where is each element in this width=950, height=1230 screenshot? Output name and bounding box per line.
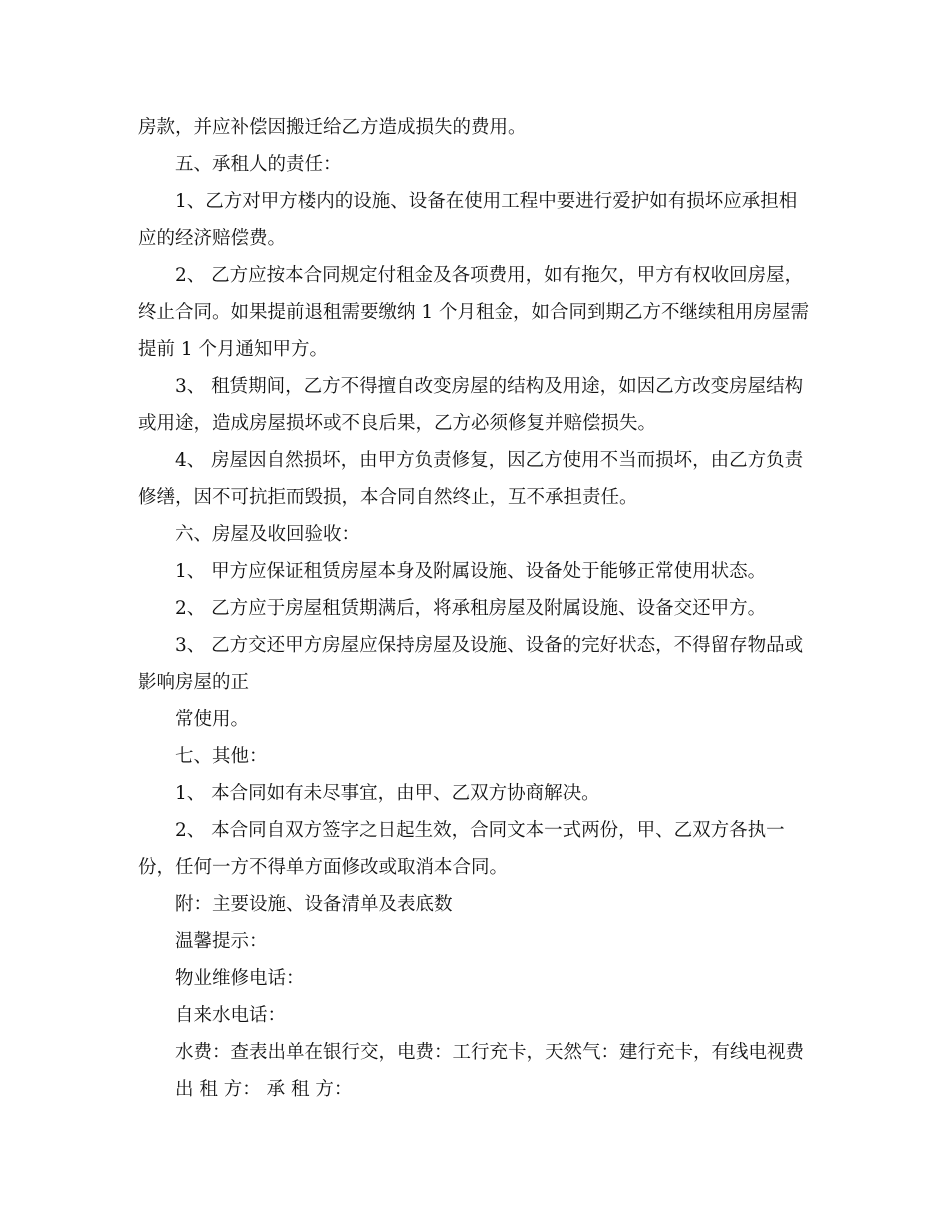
- text-line: 2、 本合同自双方签字之日起生效，合同文本一式两份，甲、乙双方各执一: [175, 820, 785, 841]
- text-line: 1、 甲方应保证租赁房屋本身及附属设施、设备处于能够正常使用状态。: [175, 561, 767, 582]
- water-phone: 自来水电话：: [175, 1005, 287, 1026]
- text-line: 3、 乙方交还甲方房屋应保持房屋及设施、设备的完好状态，不得留存物品或: [175, 635, 804, 656]
- text-line: 终止合同。如果提前退租需要缴纳 1 个月租金，如合同到期乙方不继续租用房屋需: [138, 302, 810, 323]
- text-line: 提前 1 个月通知甲方。: [138, 339, 329, 360]
- text-line: 或用途，造成房屋损坏或不良后果，乙方必须修复并赔偿损失。: [138, 413, 657, 434]
- text-line: 1、 本合同如有未尽事宜，由甲、乙双方协商解决。: [175, 783, 600, 804]
- text-line: 1、乙方对甲方楼内的设施、设备在使用工程中要进行爱护如有损坏应承担相: [175, 191, 798, 212]
- text-line: 2、 乙方应于房屋租赁期满后，将承租房屋及附属设施、设备交还甲方。: [175, 598, 767, 619]
- text-line: 3、 租赁期间，乙方不得擅自改变房屋的结构及用途，如因乙方改变房屋结构: [175, 376, 804, 397]
- text-line: 修缮，因不可抗拒而毁损，本合同自然终止，互不承担责任。: [138, 487, 638, 508]
- text-line: 份，任何一方不得单方面修改或取消本合同。: [138, 857, 509, 878]
- utility-payment-note: 水费：查表出单在银行交，电费：工行充卡，天然气：建行充卡，有线电视费: [175, 1042, 805, 1063]
- text-line: 4、 房屋因自然损坏，由甲方负责修复，因乙方使用不当而损坏，由乙方负责: [175, 450, 804, 471]
- section-heading-5: 五、承租人的责任：: [175, 154, 342, 175]
- text-line: 房款，并应补偿因搬迁给乙方造成损失的费用。: [138, 117, 527, 138]
- section-heading-6: 六、房屋及收回验收：: [175, 524, 361, 545]
- text-line: 2、 乙方应按本合同规定付租金及各项费用，如有拖欠，甲方有权收回房屋，: [175, 265, 804, 286]
- signature-line: 出 租 方： 承 租 方：: [175, 1079, 353, 1100]
- text-line: 应的经济赔偿费。: [138, 228, 287, 249]
- section-heading-7: 七、其他：: [175, 746, 268, 767]
- text-line: 常使用。: [175, 709, 250, 730]
- appendix-line: 附：主要设施、设备清单及表底数: [175, 894, 453, 915]
- property-repair-phone: 物业维修电话：: [175, 968, 305, 989]
- text-line: 影响房屋的正: [138, 672, 250, 693]
- tips-heading: 温馨提示：: [175, 931, 268, 952]
